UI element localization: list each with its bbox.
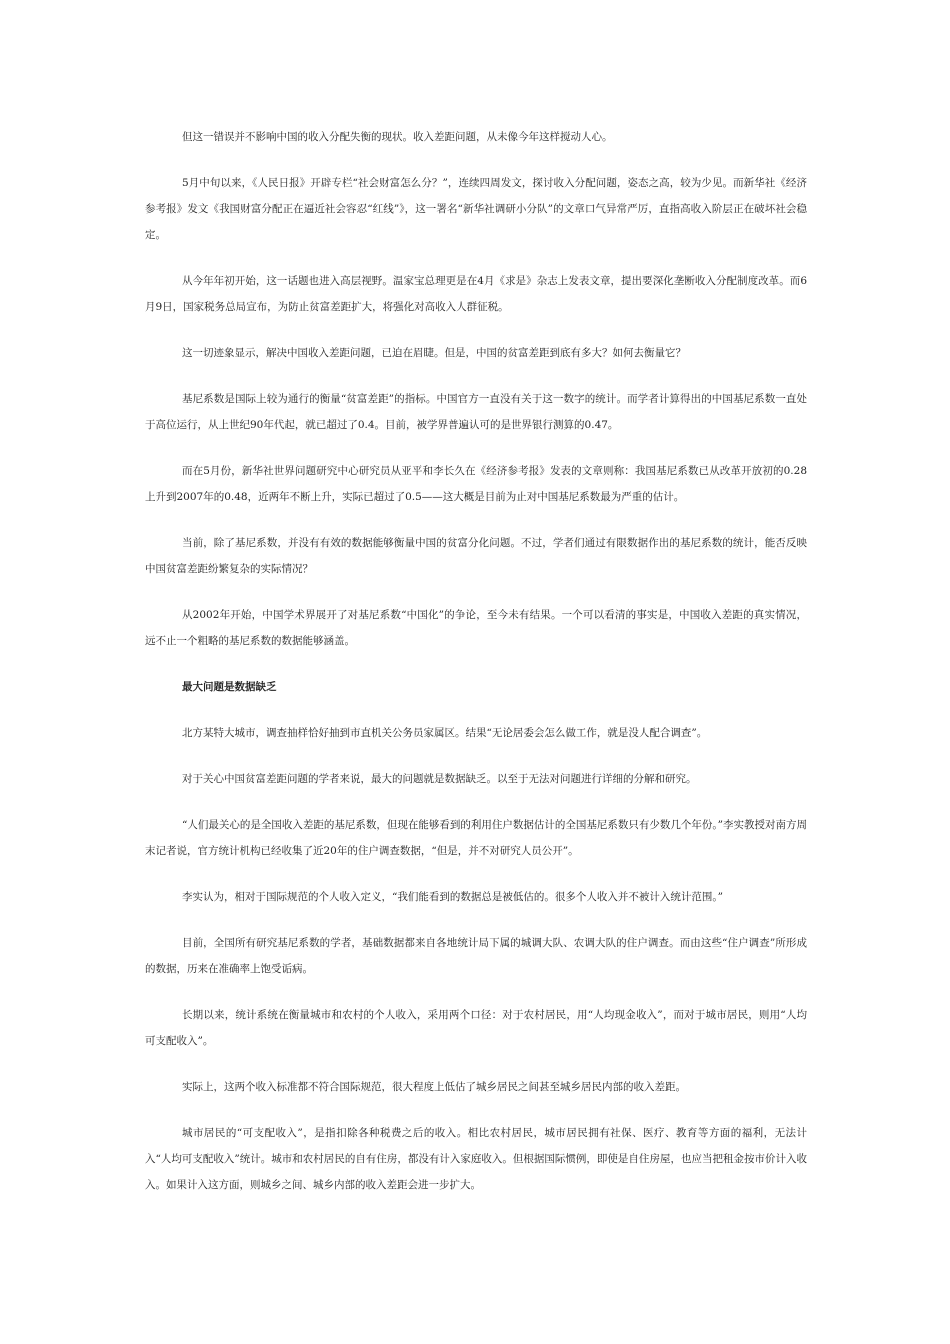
paragraph-4: 这一切迹象显示，解决中国收入差距问题，已迫在眉睫。但是，中国的贫富差距到底有多大？如何去衡量它？ — [182, 347, 686, 359]
paragraph-12: 李实认为，相对于国际规范的个人收入定义，“我们能看到的数据总是被低估的。很多个人收入并不被计入统计范围。” — [182, 891, 723, 903]
document-page — [145, 124, 807, 1218]
paragraph-5: 基尼系数是国际上较为通行的衡量“贫富差距”的指标。中国官方一直没有关于这一数字的统计。而学者计算得出的中国基尼系数一直处于高位运行，从上世纪90年代起，就已超过了0.4。目前，被学界普遍认可的是世界银行测算的0.47。 — [145, 393, 807, 431]
paragraph-8: 从2002年开始，中国学术界展开了对基尼系数“中国化”的争论，至今未有结果。一个可以看清的事实是，中国收入差距的真实情况，远不止一个粗略的基尼系数的数据能够涵盖。 — [145, 609, 807, 647]
section-heading: 最大问题是数据缺乏 — [182, 681, 277, 693]
paragraph-2: 5月中旬以来，《人民日报》开辟专栏“社会财富怎么分？”，连续四周发文，探讨收入分配问题，姿态之高，较为少见。而新华社《经济参考报》发文《我国财富分配正在逼近社会容忍“红线”》，这一署名“新华社调研小分队”的文章口气异常严厉，直指高收入阶层正在破坏社会稳定。 — [145, 177, 807, 241]
paragraph-11: “人们最关心的是全国收入差距的基尼系数，但现在能够看到的利用住户数据估计的全国基尼系数只有少数几个年份。”李实教授对南方周末记者说，官方统计机构已经收集了近20年的住户调查数据，“但是，并不对研究人员公开”。 — [145, 819, 807, 857]
paragraph-1: 但这一错误并不影响中国的收入分配失衡的现状。收入差距问题，从未像今年这样搅动人心。 — [182, 131, 613, 143]
paragraph-13: 目前，全国所有研究基尼系数的学者，基础数据都来自各地统计局下属的城调大队、农调大队的住户调查。而由这些“住户调查”所形成的数据，历来在准确率上饱受诟病。 — [145, 937, 807, 975]
paragraph-16: 城市居民的“可支配收入”，是指扣除各种税费之后的收入。相比农村居民，城市居民拥有社保、医疗、教育等方面的福利，无法计入“人均可支配收入”统计。城市和农村居民的自有住房，都没有计入家庭收入。但根据国际惯例，即使是自住房屋，也应当把租金按市价计入收入。如果计入这方面，则城乡之间、城乡内部的收入差距会进一步扩大。 — [145, 1127, 807, 1191]
paragraph-14: 长期以来，统计系统在衡量城市和农村的个人收入，采用两个口径：对于农村居民，用“人均现金收入”，而对于城市居民，则用“人均可支配收入”。 — [145, 1009, 807, 1047]
paragraph-7: 当前，除了基尼系数，并没有有效的数据能够衡量中国的贫富分化问题。不过，学者们通过有限数据作出的基尼系数的统计，能否反映中国贫富差距纷繁复杂的实际情况？ — [145, 537, 807, 575]
paragraph-15: 实际上，这两个收入标准都不符合国际规范，很大程度上低估了城乡居民之间甚至城乡居民内部的收入差距。 — [182, 1081, 686, 1093]
paragraph-6: 而在5月份，新华社世界问题研究中心研究员从亚平和李长久在《经济参考报》发表的文章则称：我国基尼系数已从改革开放初的0.28上升到2007年的0.48，近两年不断上升，实际已超过了0.5——这大概是目前为止对中国基尼系数最为严重的估计。 — [145, 465, 807, 503]
paragraph-10: 对于关心中国贫富差距问题的学者来说，最大的问题就是数据缺乏。以至于无法对问题进行详细的分解和研究。 — [182, 773, 697, 785]
paragraph-3: 从今年年初开始，这一话题也进入高层视野。温家宝总理更是在4月《求是》杂志上发表文章，提出要深化垄断收入分配制度改革。而6月9日，国家税务总局宣布，为防止贫富差距扩大，将强化对高收入人群征税。 — [145, 275, 807, 313]
paragraph-9: 北方某特大城市，调查抽样恰好抽到市直机关公务员家属区。结果“无论居委会怎么做工作，就是没人配合调查”。 — [182, 727, 708, 739]
